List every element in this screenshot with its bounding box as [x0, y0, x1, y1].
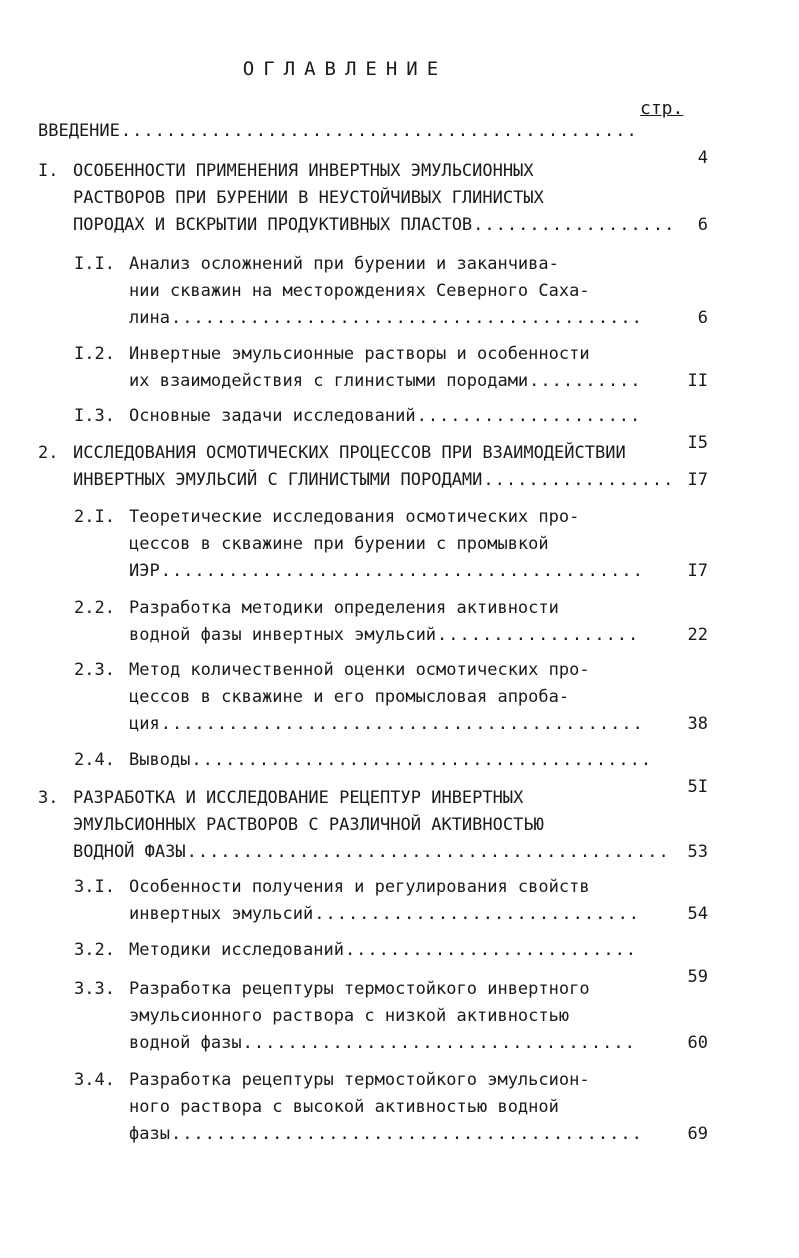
toc-entry-line: Анализ осложнений при бурении и заканчива-: [129, 254, 559, 274]
leader-dots: [473, 212, 673, 239]
toc-entry-chapter-1[interactable]: [38, 158, 708, 239]
leader-dots: [345, 937, 639, 964]
toc-entry-section-1-3[interactable]: [74, 403, 708, 453]
toc-entry-text: Выводы: [129, 750, 191, 770]
section-number: I.2.: [74, 344, 115, 364]
leader-dots: [437, 622, 639, 649]
toc-page-number: II: [687, 371, 708, 391]
leader-dots: [314, 901, 639, 928]
toc-page-number: 6: [697, 308, 708, 328]
toc-page-number: 53: [687, 842, 708, 862]
leader-dots: [161, 558, 639, 585]
toc-entry-line: Разработка методики определения активности: [129, 598, 559, 618]
toc-entry-line: ЭМУЛЬСИОННЫХ РАСТВОРОВ С РАЗЛИЧНОЙ АКТИВНОСТЬЮ: [73, 815, 544, 835]
toc-entry-section-2-2[interactable]: [74, 595, 708, 649]
section-number: 2.2.: [74, 598, 115, 618]
toc-page-number: 5I: [687, 777, 708, 797]
toc-title: ОГЛАВЛЕНИЕ: [242, 58, 448, 80]
toc-entry-text: их взаимодействия с глинистыми породами: [129, 371, 529, 391]
toc-entry-line: РАСТВОРОВ ПРИ БУРЕНИИ В НЕУСТОЙЧИВЫХ ГЛИНИСТЫХ: [73, 188, 544, 208]
toc-page-number: I7: [687, 470, 708, 490]
section-number: I.3.: [74, 406, 115, 426]
toc-entry-line: Теоретические исследования осмотических про-: [129, 507, 580, 527]
toc-entry-text: ИЭР: [129, 561, 160, 581]
toc-entry-text: водной фазы: [129, 1033, 242, 1053]
toc-entry-section-1-2[interactable]: [74, 341, 708, 395]
leader-dots: [243, 1030, 639, 1057]
toc-entry-section-3-1[interactable]: [74, 874, 708, 928]
section-number: 3.4.: [74, 1070, 115, 1090]
toc-page-number: I5: [687, 433, 708, 453]
toc-entry-text: ВОДНОЙ ФАЗЫ: [73, 842, 186, 862]
section-number: 2.4.: [74, 750, 115, 770]
toc-entry-line: ного раствора с высокой активностью водной: [129, 1097, 559, 1117]
toc-entry-text: инвертных эмульсий: [129, 904, 314, 924]
toc-page-number: 69: [687, 1124, 708, 1144]
toc-entry-text: ВВЕДЕНИЕ: [38, 121, 120, 141]
toc-page-number: I7: [687, 561, 708, 581]
toc-entry-chapter-2[interactable]: [38, 440, 708, 494]
toc-entry-section-3-2[interactable]: [74, 937, 708, 987]
toc-entry-chapter-3[interactable]: [38, 785, 708, 866]
toc-entry-text: фазы: [129, 1124, 170, 1144]
toc-entry-line: нии скважин на месторождениях Северного Саха-: [129, 281, 590, 301]
section-number: 2.3.: [74, 660, 115, 680]
toc-entry-text: Основные задачи исследований: [129, 406, 416, 426]
section-number: 2.I.: [74, 507, 115, 527]
toc-entry-section-1-1[interactable]: [74, 251, 708, 332]
toc-entry-line: эмульсионного раствора с низкой активностью: [129, 1006, 570, 1026]
toc-entry-line: Особенности получения и регулирования свойств: [129, 877, 590, 897]
page-column-label: стр.: [640, 98, 684, 119]
toc-entry-line: Разработка рецептуры термостойкого эмульсион-: [129, 1070, 590, 1090]
section-number: 3.2.: [74, 940, 115, 960]
section-number: 3.I.: [74, 877, 115, 897]
toc-page-number: 22: [687, 625, 708, 645]
leader-dots: [187, 839, 673, 866]
chapter-number: 3.: [38, 788, 59, 808]
leader-dots: [417, 403, 639, 430]
toc-entry-section-3-4[interactable]: [74, 1067, 708, 1148]
toc-page-number: 54: [687, 904, 708, 924]
section-number: I.I.: [74, 254, 115, 274]
toc-entry-section-2-3[interactable]: [74, 657, 708, 738]
toc-entry-section-2-1[interactable]: [74, 504, 708, 585]
toc-entry-intro[interactable]: [38, 118, 708, 168]
leader-dots: [529, 368, 639, 395]
toc-entry-section-3-3[interactable]: [74, 976, 708, 1057]
chapter-number: 2.: [38, 443, 59, 463]
toc-entry-text: водной фазы инвертных эмульсий: [129, 625, 437, 645]
toc-entry-line: Метод количественной оценки осмотических про-: [129, 660, 590, 680]
toc-page-number: 60: [687, 1033, 708, 1053]
toc-entry-line: ИССЛЕДОВАНИЯ ОСМОТИЧЕСКИХ ПРОЦЕССОВ ПРИ ВЗАИМОДЕЙСТВИИ: [73, 443, 626, 463]
toc-page-number: 4: [697, 148, 708, 168]
toc-entry-text: ция: [129, 714, 160, 734]
leader-dots: [121, 118, 640, 145]
toc-entry-text: лина: [129, 308, 170, 328]
leader-dots: [171, 1121, 639, 1148]
leader-dots: [483, 467, 673, 494]
toc-page-number: 59: [687, 967, 708, 987]
toc-page-number: 38: [687, 714, 708, 734]
toc-entry-line: ОСОБЕННОСТИ ПРИМЕНЕНИЯ ИНВЕРТНЫХ ЭМУЛЬСИОННЫХ: [73, 161, 534, 181]
toc-entry-text: ПОРОДАХ И ВСКРЫТИИ ПРОДУКТИВНЫХ ПЛАСТОВ: [73, 215, 473, 235]
toc-entry-line: РАЗРАБОТКА И ИССЛЕДОВАНИЕ РЕЦЕПТУР ИНВЕРТНЫХ: [73, 788, 524, 808]
toc-entry-line: цессов в скважине при бурении с промывкой: [129, 534, 549, 554]
leader-dots: [161, 711, 639, 738]
toc-entry-text: Методики исследований: [129, 940, 344, 960]
toc-entry-line: цессов в скважине и его промысловая апроба-: [129, 687, 570, 707]
leader-dots: [191, 747, 651, 774]
leader-dots: [171, 305, 639, 332]
section-number: 3.3.: [74, 979, 115, 999]
toc-entry-text: ИНВЕРТНЫХ ЭМУЛЬСИЙ С ГЛИНИСТЫМИ ПОРОДАМИ: [73, 470, 483, 490]
toc-entry-line: Разработка рецептуры термостойкого инвертного: [129, 979, 590, 999]
toc-page-number: 6: [697, 215, 708, 235]
chapter-number: I.: [38, 161, 59, 181]
toc-entry-line: Инвертные эмульсионные растворы и особенности: [129, 344, 590, 364]
toc-entry-section-2-4[interactable]: [74, 747, 708, 797]
